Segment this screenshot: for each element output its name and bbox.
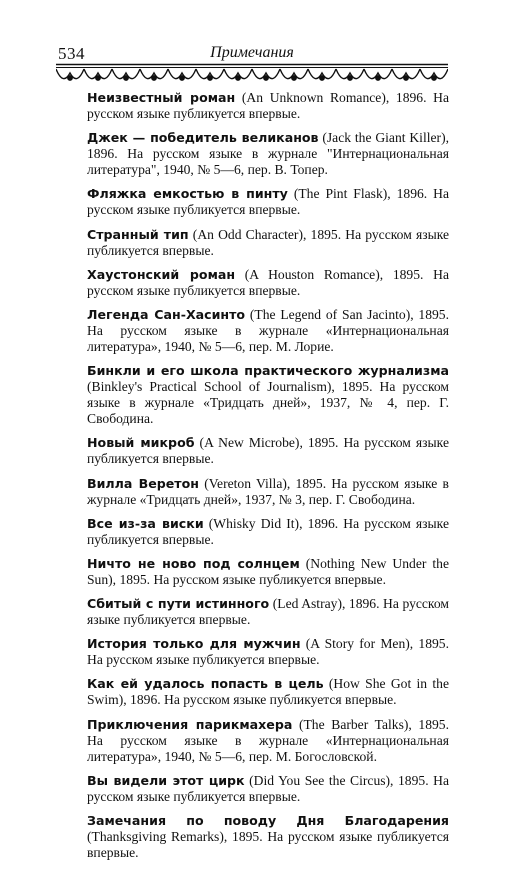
note-entry (87, 636, 449, 668)
note-text: (Nothing New Under the Sun), 1895. На русском языке публикуется впервые. (87, 555, 449, 587)
note-entry (87, 435, 449, 467)
note-entry (87, 227, 449, 259)
note-text: (The Pint Flask), 1896. На русском языке публикуется впервые. (87, 186, 449, 218)
ornament-dot (320, 76, 324, 80)
note-text: (A Story for Men), 1895. На русском языке публикуется впервые. (87, 636, 450, 668)
note-entry (87, 186, 449, 218)
note-entry (87, 267, 449, 299)
ornament-dot (96, 76, 100, 80)
ornament-dot (404, 76, 408, 80)
note-title: Неизвестный роман (87, 90, 236, 105)
note-title: Сбитый с пути истинного (87, 596, 270, 612)
note-text: (How She Got in the Swim), 1896. На русском языке публикуется впервые. (87, 676, 449, 708)
note-text: (Vereton Villa), 1895. На русском языке в журнале «Тридцать дней», 1937, № 3, пер. Г. Свободина. (87, 475, 449, 507)
note-title: Вы видели этот цирк (87, 772, 245, 788)
note-entry (87, 363, 449, 427)
note-title: Приключения парикмахера (87, 716, 293, 732)
ornament-dot (68, 76, 72, 80)
note-entry (87, 90, 449, 122)
note-text: (Thanksgiving Remarks), 1895. На русском языке публикуется впервые. (87, 829, 449, 860)
note-entry (87, 813, 449, 861)
ornament-dot (180, 76, 184, 80)
note-title: Новый микроб (87, 435, 195, 451)
decorative-border-ornament (56, 62, 448, 88)
note-title: Странный тип (87, 226, 189, 242)
note-text: (A New Microbe), 1895. На русском языке публикуется впервые. (87, 435, 449, 467)
note-title: Джек — победитель великанов (87, 130, 319, 146)
note-title: Все из-за виски (87, 515, 204, 531)
note-entry (87, 130, 449, 178)
note-text: (Did You See the Circus), 1895. На русском языке публикуется впервые. (87, 772, 449, 804)
note-entry (87, 596, 449, 628)
note-title: Вилла Веретон (87, 475, 199, 491)
note-title: Легенда Сан-Хасинто (87, 306, 246, 322)
note-text: (Led Astray), 1896. На русском языке публикуется впервые. (87, 596, 449, 628)
note-title: История только для мужчин (87, 636, 301, 652)
note-text: (An Unknown Romance), 1896. На русском языке публикуется впервые. (87, 90, 449, 121)
ornament-dot (432, 76, 436, 80)
note-title: Как ей удалось попасть в цель (87, 676, 324, 692)
ornament-dot (208, 76, 212, 80)
ornament-dot (124, 76, 128, 80)
running-title: Примечания (210, 44, 294, 61)
note-text: (The Barber Talks), 1895. На русском языке в журнале «Интернациональная литература», 1940, № 5—6, пер. М. Богословской. (87, 716, 449, 764)
note-text: (An Odd Character), 1895. На русском языке публикуется впервые. (87, 226, 449, 258)
note-entry (87, 476, 449, 508)
note-text: (Binkley's Practical School of Journalism), 1895. На русском языке в журнале «Тридцать дней», 1937, № 4, пер. Г. Свободина. (87, 379, 449, 427)
note-entry (87, 676, 449, 708)
note-text: (The Legend of San Jacinto), 1895. На русском языке в журнале «Интернациональная литература», 1940, № 5—6, пер. М. Лорие. (87, 306, 449, 354)
ornament-dot (264, 76, 268, 80)
note-title: Замечания по поводу Дня Благодарения (87, 813, 449, 828)
page-header (56, 44, 448, 62)
note-text: (Whisky Did It), 1896. На русском языке публикуется впервые. (87, 515, 449, 547)
ornament-dot (292, 76, 296, 80)
note-title: Фляжка емкостью в пинту (87, 186, 288, 202)
note-entry (87, 773, 449, 805)
note-entry (87, 717, 449, 765)
ornament-dot (348, 76, 352, 80)
page-number: 534 (58, 44, 85, 63)
note-title: Хаустонский роман (87, 266, 236, 282)
ornament-dot (152, 76, 156, 80)
note-title: Бинкли и его школа практического журнализма (87, 363, 449, 379)
ornament-dot (236, 76, 240, 80)
note-entry (87, 307, 449, 355)
note-text: (A Houston Romance), 1895. На русском языке публикуется впервые. (87, 266, 449, 298)
note-entry (87, 516, 449, 548)
note-title: Ничто не ново под солнцем (87, 555, 300, 571)
notes-list (87, 90, 449, 869)
note-text: (Jack the Giant Killer), 1896. На русском языке в журнале "Интернациональная литература", 1940, № 5—6, пер. В. Топер. (87, 130, 449, 178)
note-entry (87, 556, 449, 588)
ornament-dot (376, 76, 380, 80)
